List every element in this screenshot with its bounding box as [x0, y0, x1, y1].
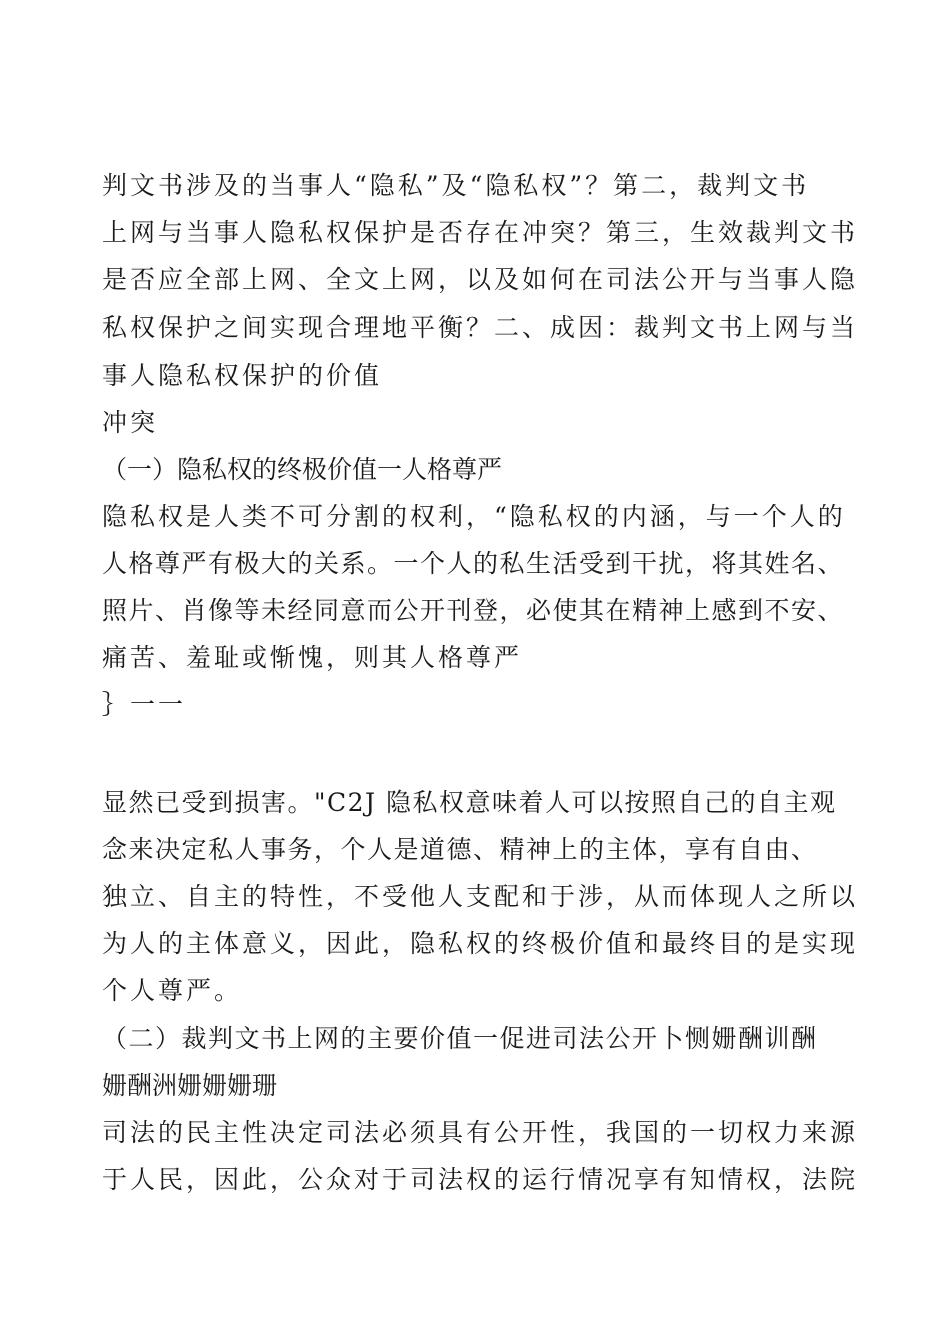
section-heading: （二）裁判文书上网的主要价值一促进司法公开卜恻姗酬训酬: [102, 1024, 818, 1053]
text-line: 痛苦、羞耻或惭愧，则其人格尊严: [102, 643, 523, 672]
text-line: 姗酬洲姗姗姗珊: [102, 1071, 278, 1100]
text-line: 照片、肖像等未经同意而公开刊登，必使其在精神上感到不安、: [102, 596, 845, 625]
text-line: 私权保护之间实现合理地平衡？二、成因：裁判文书上网与当: [102, 313, 859, 342]
text-line: 显然已受到损害。"C2J 隐私权意味着人可以按照自己的自主观: [102, 788, 837, 817]
text-line: 于人民，因此，公众对于司法权的运行情况享有知情权，法院: [102, 1165, 859, 1194]
text-line: 隐私权是人类不可分割的权利，“隐私权的内涵，与一个人的: [102, 502, 846, 531]
section-heading: （一）隐私权的终极价值一人格尊严: [102, 455, 503, 484]
text-line: ｝一一: [102, 690, 187, 719]
text-line: 冲突: [102, 408, 159, 437]
text-line: 上网与当事人隐私权保护是否存在冲突？第三，生效裁判文书: [102, 218, 859, 247]
text-line: 判文书涉及的当事人“隐私”及“隐私权”？第二，裁判文书: [102, 171, 810, 200]
text-line: 念来决定私人事务，个人是道德、精神上的主体，享有自由、: [102, 835, 818, 864]
text-line: 是否应全部上网、全文上网，以及如何在司法公开与当事人隐: [102, 265, 859, 294]
text-line: 独立、自主的特性，不受他人支配和于涉，从而体现人之所以: [102, 882, 859, 911]
text-line: 司法的民主性决定司法必须具有公开性，我国的一切权力来源: [102, 1118, 859, 1147]
text-line: 人格尊严有极大的关系。一个人的私生活受到干扰，将其姓名、: [102, 549, 845, 578]
text-line: 事人隐私权保护的价值: [102, 361, 383, 390]
text-line: 为人的主体意义，因此，隐私权的终极价值和最终目的是实现: [102, 929, 859, 958]
text-line: 个人尊严。: [102, 976, 243, 1005]
